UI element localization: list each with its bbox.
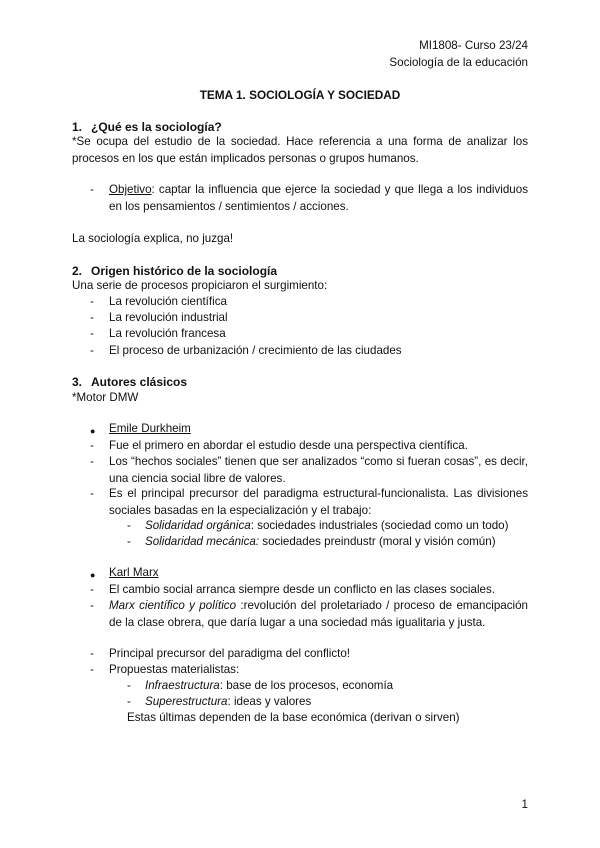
solidaridad-mecanica-label: Solidaridad mecánica: bbox=[145, 535, 260, 548]
section-1-closing: La sociología explica, no juzga! bbox=[72, 232, 234, 245]
objetivo-text: : captar la influencia que ejerce la sociedad y que llega a los individuos en los pensamientos / sentimientos / acciones. bbox=[109, 183, 528, 213]
dash-marker: - bbox=[90, 344, 94, 357]
subject-name: Sociología de la educación bbox=[389, 55, 528, 69]
dash-marker: - bbox=[90, 455, 94, 468]
dash-marker: - bbox=[90, 311, 94, 324]
objetivo-item bbox=[109, 182, 528, 215]
superestructura-text: : ideas y valores bbox=[227, 695, 312, 708]
section-3-heading bbox=[72, 374, 188, 391]
dash-marker: - bbox=[90, 327, 94, 340]
dash-marker: - bbox=[127, 535, 131, 548]
durkheim-point: Es el principal precursor del paradigma estructural-funcionalista. Las divisiones sociales basadas en la especialización y el trabajo: bbox=[109, 487, 528, 517]
dash-marker: - bbox=[90, 583, 94, 596]
marx-subpoint bbox=[145, 678, 540, 695]
marx-politico-label: Marx científico y político bbox=[109, 599, 237, 612]
dash-marker: - bbox=[127, 695, 131, 708]
dash-marker: - bbox=[127, 519, 131, 532]
solidaridad-mecanica-text: sociedades preindustr (moral y visión común) bbox=[259, 535, 496, 548]
list-item: La revolución científica bbox=[109, 295, 227, 308]
section-1-number: 1. bbox=[72, 120, 83, 134]
section-1-intro: *Se ocupa del estudio de la sociedad. Hace referencia a una forma de analizar los procesos en los que están implicados personas o grupos humanos. bbox=[72, 135, 528, 165]
marx-politico-text: :revolución del proletariado / proceso de emancipación de la clase obrera, que daría lugar a una sociedad más igualitaria y justa. bbox=[109, 599, 528, 629]
section-1-title: ¿Qué es la sociología? bbox=[91, 120, 222, 134]
bullet-icon: ● bbox=[90, 570, 96, 580]
document-title: TEMA 1. SOCIOLOGÍA Y SOCIEDAD bbox=[199, 88, 401, 102]
list-item: El proceso de urbanización / crecimiento de las ciudades bbox=[109, 344, 402, 357]
objetivo-label: Objetivo bbox=[109, 183, 152, 196]
section-3-title: Autores clásicos bbox=[91, 375, 188, 389]
marx-point: El cambio social arranca siempre desde un conflicto en las clases sociales. bbox=[109, 583, 496, 596]
durkheim-point: Fue el primero en abordar el estudio desde una perspectiva científica. bbox=[109, 439, 468, 452]
page-number: 1 bbox=[521, 798, 528, 811]
list-item: La revolución industrial bbox=[109, 311, 228, 324]
durkheim-point: Los “hechos sociales” tienen que ser analizados “como si fueran cosas”, es decir, una ciencia social libre de valores. bbox=[109, 455, 528, 485]
infraestructura-label: Infraestructura bbox=[145, 679, 220, 692]
section-3-number: 3. bbox=[72, 375, 83, 389]
dash-marker: - bbox=[90, 663, 94, 676]
marx-point bbox=[109, 598, 528, 631]
dash-marker: - bbox=[90, 295, 94, 308]
superestructura-label: Superestructura bbox=[145, 695, 228, 708]
author-marx: Karl Marx bbox=[109, 566, 159, 579]
section-2-title: Origen histórico de la sociología bbox=[91, 264, 278, 278]
marx-subpoint bbox=[145, 694, 540, 711]
course-code: MI1808- Curso 23/24 bbox=[419, 39, 528, 52]
list-item: La revolución francesa bbox=[109, 327, 226, 340]
marx-note: Estas últimas dependen de la base económica (derivan o sirven) bbox=[127, 711, 460, 724]
dash-marker: - bbox=[90, 487, 94, 500]
dash-marker: - bbox=[127, 679, 131, 692]
durkheim-subpoint bbox=[145, 518, 540, 535]
page-header bbox=[389, 38, 528, 71]
infraestructura-text: : base de los procesos, economía bbox=[219, 679, 394, 692]
durkheim-subpoint bbox=[145, 534, 540, 551]
marx-point: Propuestas materialistas: bbox=[109, 663, 240, 676]
dash-marker: - bbox=[90, 439, 94, 452]
solidaridad-organica-label: Solidaridad orgánica bbox=[145, 519, 251, 532]
author-durkheim: Emile Durkheim bbox=[109, 422, 191, 435]
section-2-number: 2. bbox=[72, 264, 83, 278]
solidaridad-organica-text: : sociedades industriales (sociedad como un todo) bbox=[250, 519, 509, 532]
motor-note: *Motor DMW bbox=[72, 391, 139, 404]
marx-point: Principal precursor del paradigma del conflicto! bbox=[109, 647, 351, 660]
bullet-icon: ● bbox=[90, 426, 96, 436]
dash-marker: - bbox=[90, 647, 94, 660]
dash-marker: - bbox=[90, 599, 94, 612]
dash-marker: - bbox=[90, 183, 94, 196]
section-2-intro: Una serie de procesos propiciaron el surgimiento: bbox=[72, 279, 328, 292]
